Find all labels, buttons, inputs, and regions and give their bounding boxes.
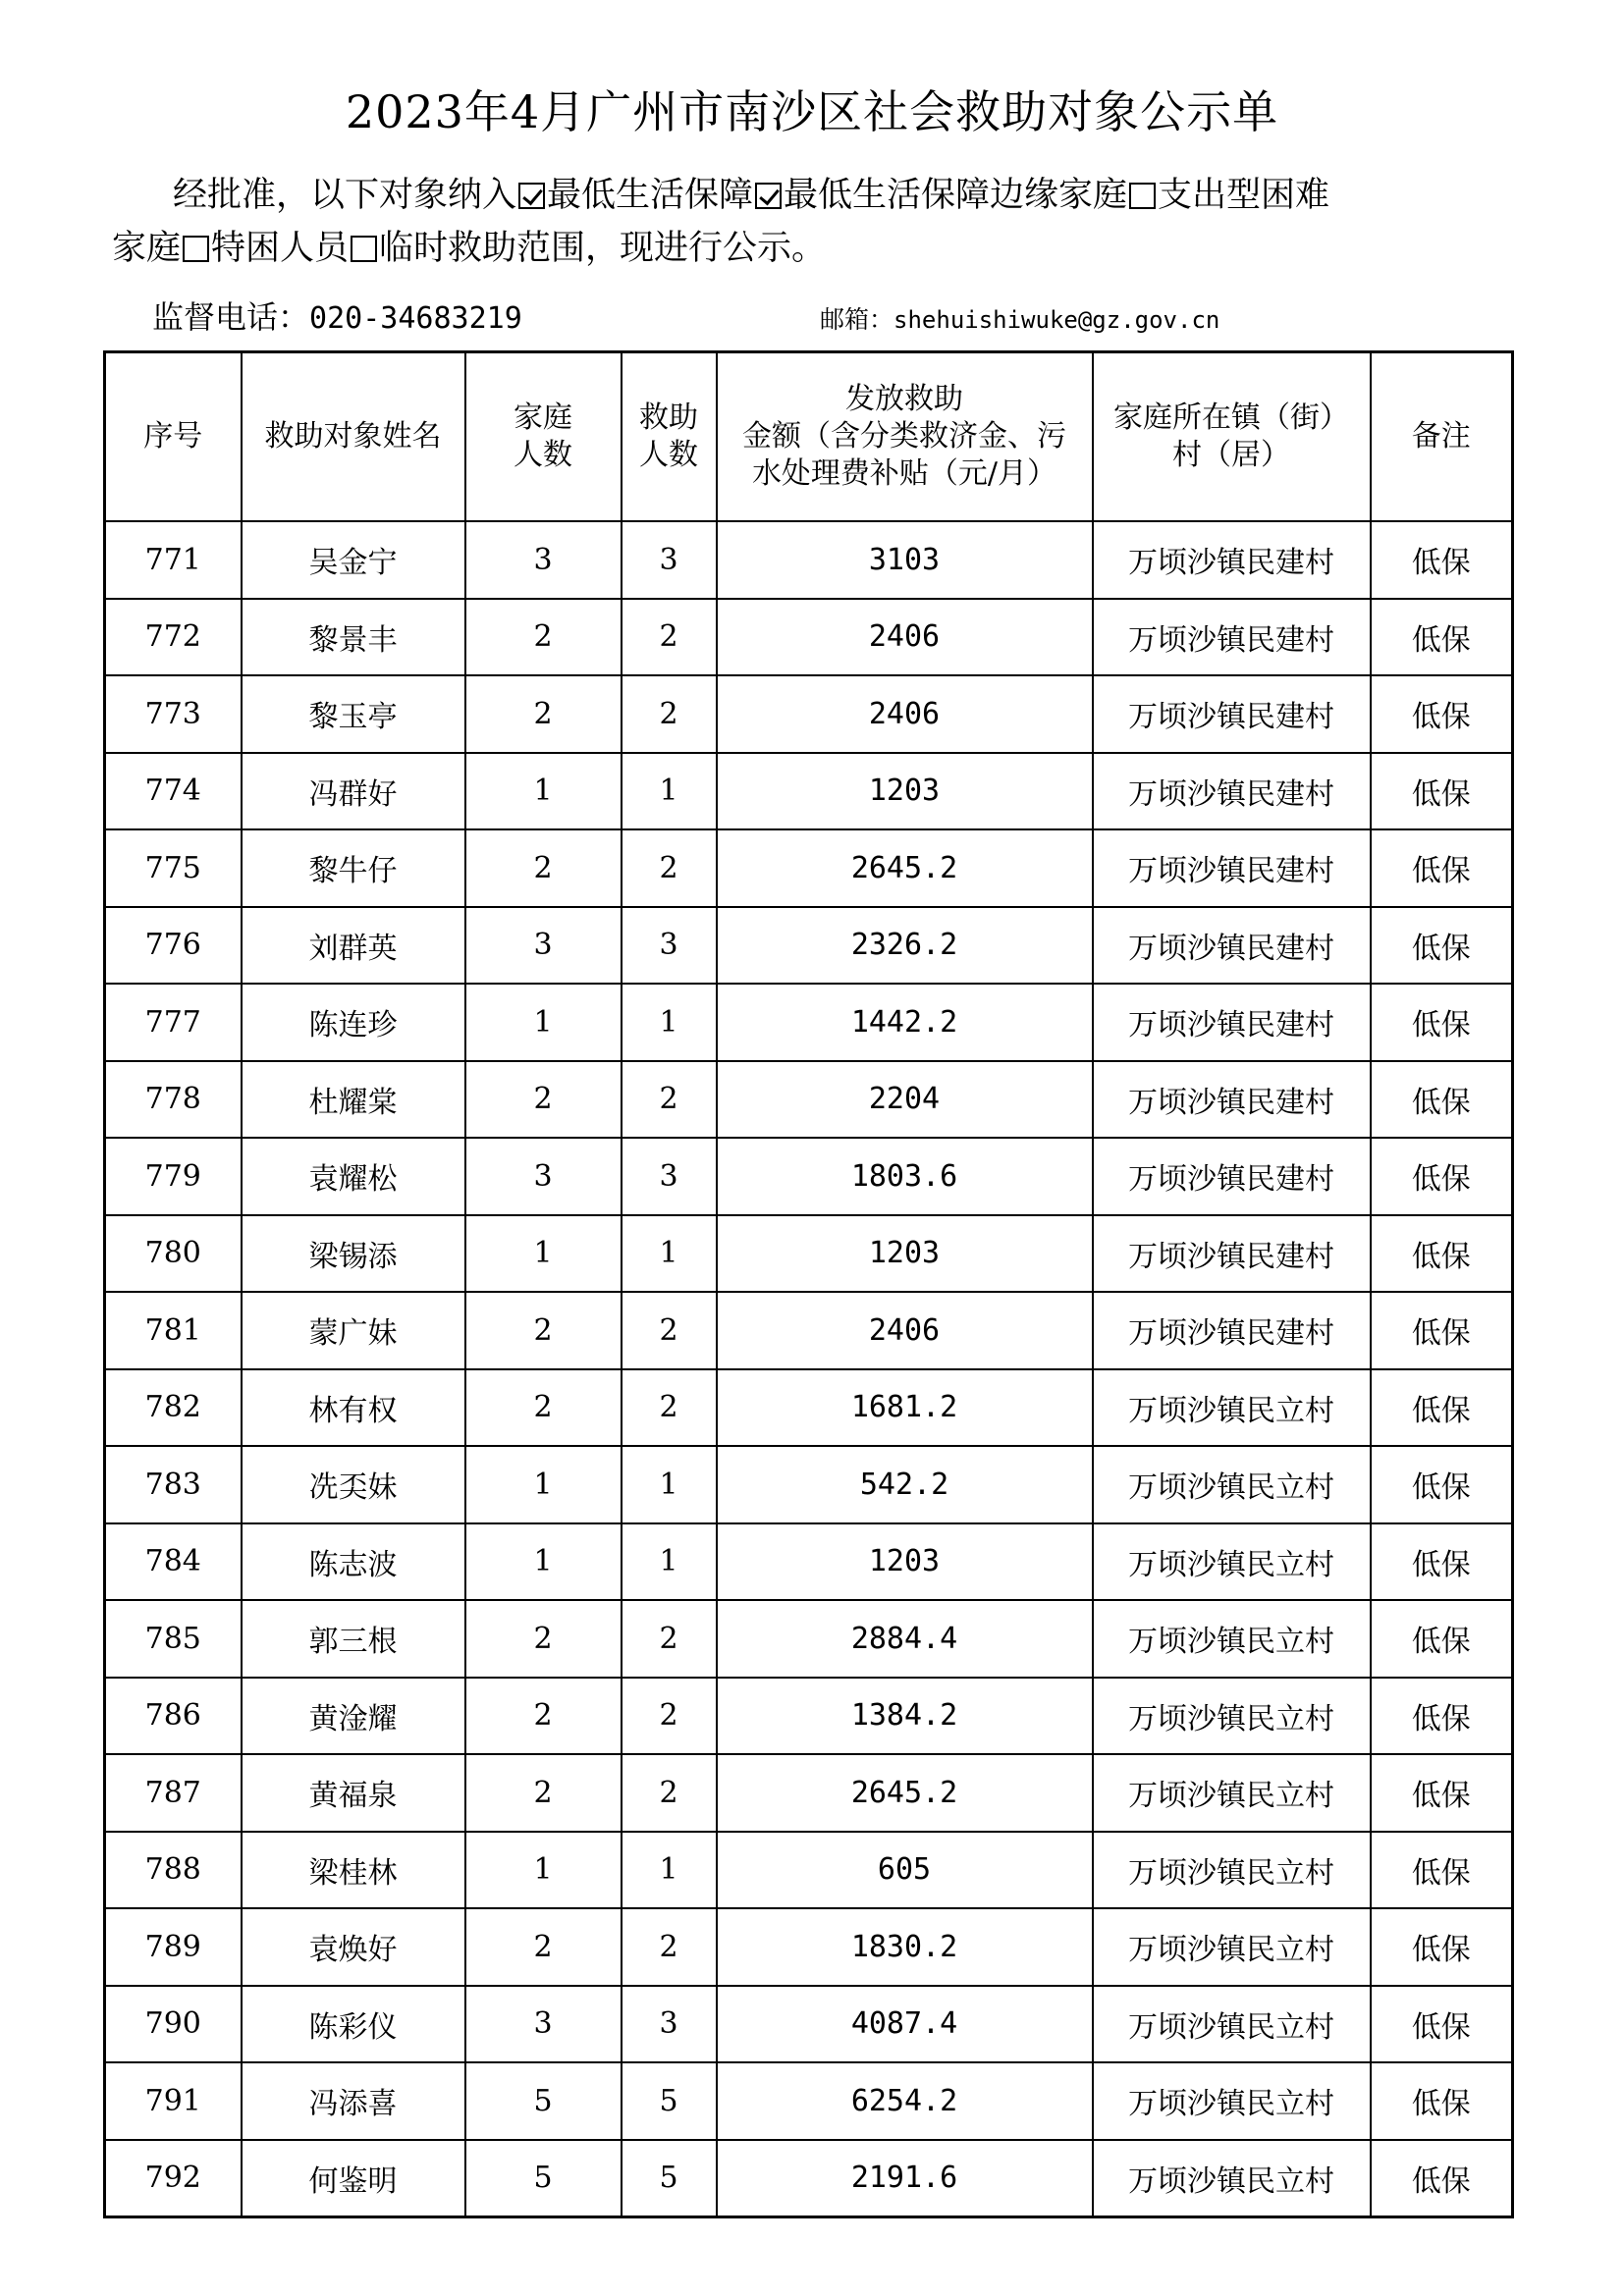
cell-aided-size: 2 bbox=[622, 829, 717, 907]
cell-family-size: 5 bbox=[465, 2140, 622, 2217]
option-label-part: 家庭 bbox=[112, 229, 182, 268]
cell-remark: 低保 bbox=[1371, 753, 1513, 830]
intro-suffix: 范围，现进行公示。 bbox=[516, 229, 827, 268]
cell-remark: 低保 bbox=[1371, 1523, 1513, 1601]
page-title: 2023年4月广州市南沙区社会救助对象公示单 bbox=[345, 85, 1279, 138]
cell-name: 黎玉亭 bbox=[242, 675, 465, 753]
cell-location: 万顷沙镇民建村 bbox=[1093, 1061, 1371, 1139]
cell-location: 万顷沙镇民建村 bbox=[1093, 753, 1371, 830]
cell-name: 袁耀松 bbox=[242, 1138, 465, 1215]
cell-remark: 低保 bbox=[1371, 1832, 1513, 1909]
cell-aided-size: 3 bbox=[622, 907, 717, 985]
table-row bbox=[105, 521, 1513, 599]
cell-name: 冯群好 bbox=[242, 753, 465, 830]
cell-name: 何鉴明 bbox=[242, 2140, 465, 2217]
header-seq: 序号 bbox=[105, 352, 242, 522]
cell-seq: 772 bbox=[105, 599, 242, 676]
cell-remark: 低保 bbox=[1371, 2140, 1513, 2217]
cell-seq: 787 bbox=[105, 1754, 242, 1832]
aid-recipients-table bbox=[103, 350, 1514, 2218]
cell-aided-size: 2 bbox=[622, 1292, 717, 1369]
option-label: 最低生活保障边缘家庭 bbox=[784, 176, 1128, 215]
table-row bbox=[105, 1600, 1513, 1678]
cell-aided-size: 1 bbox=[622, 1832, 717, 1909]
cell-family-size: 2 bbox=[465, 1600, 622, 1678]
cell-location: 万顷沙镇民立村 bbox=[1093, 1908, 1371, 1986]
cell-seq: 790 bbox=[105, 1986, 242, 2063]
cell-name: 陈彩仪 bbox=[242, 1986, 465, 2063]
cell-remark: 低保 bbox=[1371, 907, 1513, 985]
cell-family-size: 2 bbox=[465, 1292, 622, 1369]
cell-remark: 低保 bbox=[1371, 1138, 1513, 1215]
cell-remark: 低保 bbox=[1371, 521, 1513, 599]
table-row bbox=[105, 599, 1513, 676]
header-family-size: 家庭 人数 bbox=[465, 352, 622, 522]
cell-family-size: 2 bbox=[465, 829, 622, 907]
cell-family-size: 3 bbox=[465, 1986, 622, 2063]
cell-amount: 1681.2 bbox=[717, 1369, 1093, 1447]
table-row bbox=[105, 1678, 1513, 1755]
cell-aided-size: 2 bbox=[622, 1678, 717, 1755]
cell-amount: 1830.2 bbox=[717, 1908, 1093, 1986]
cell-remark: 低保 bbox=[1371, 2062, 1513, 2140]
table-row bbox=[105, 753, 1513, 830]
cell-remark: 低保 bbox=[1371, 1215, 1513, 1293]
cell-remark: 低保 bbox=[1371, 1908, 1513, 1986]
cell-amount: 1384.2 bbox=[717, 1678, 1093, 1755]
cell-family-size: 1 bbox=[465, 984, 622, 1061]
cell-location: 万顷沙镇民建村 bbox=[1093, 829, 1371, 907]
intro-line-1 bbox=[112, 169, 1526, 222]
cell-remark: 低保 bbox=[1371, 1446, 1513, 1523]
checkbox-checked-icon bbox=[518, 183, 545, 209]
option-label: 临时救助 bbox=[379, 229, 517, 268]
cell-seq: 777 bbox=[105, 984, 242, 1061]
cell-name: 杜耀棠 bbox=[242, 1061, 465, 1139]
cell-family-size: 1 bbox=[465, 1446, 622, 1523]
cell-name: 梁桂林 bbox=[242, 1832, 465, 1909]
checkbox-empty-icon bbox=[183, 236, 209, 262]
cell-seq: 775 bbox=[105, 829, 242, 907]
cell-location: 万顷沙镇民立村 bbox=[1093, 1523, 1371, 1601]
cell-name: 郭三根 bbox=[242, 1600, 465, 1678]
cell-remark: 低保 bbox=[1371, 1061, 1513, 1139]
option-label: 特困人员 bbox=[211, 229, 350, 268]
cell-amount: 6254.2 bbox=[717, 2062, 1093, 2140]
table-row bbox=[105, 2140, 1513, 2217]
cell-name: 黎景丰 bbox=[242, 599, 465, 676]
header-remark: 备注 bbox=[1371, 352, 1513, 522]
table-row bbox=[105, 1215, 1513, 1293]
cell-family-size: 1 bbox=[465, 1215, 622, 1293]
cell-seq: 785 bbox=[105, 1600, 242, 1678]
cell-name: 陈志波 bbox=[242, 1523, 465, 1601]
cell-location: 万顷沙镇民立村 bbox=[1093, 1600, 1371, 1678]
cell-aided-size: 3 bbox=[622, 1138, 717, 1215]
option-label-part: 支出型困难 bbox=[1158, 176, 1330, 215]
cell-family-size: 2 bbox=[465, 599, 622, 676]
table-row bbox=[105, 1369, 1513, 1447]
cell-location: 万顷沙镇民立村 bbox=[1093, 1446, 1371, 1523]
cell-remark: 低保 bbox=[1371, 1986, 1513, 2063]
cell-amount: 3103 bbox=[717, 521, 1093, 599]
intro-line-2 bbox=[112, 222, 1526, 275]
cell-location: 万顷沙镇民建村 bbox=[1093, 521, 1371, 599]
cell-amount: 2645.2 bbox=[717, 829, 1093, 907]
cell-location: 万顷沙镇民立村 bbox=[1093, 2062, 1371, 2140]
cell-seq: 782 bbox=[105, 1369, 242, 1447]
cell-amount: 2406 bbox=[717, 599, 1093, 676]
cell-aided-size: 5 bbox=[622, 2140, 717, 2217]
cell-aided-size: 1 bbox=[622, 984, 717, 1061]
cell-aided-size: 2 bbox=[622, 1369, 717, 1447]
table-row bbox=[105, 1523, 1513, 1601]
supervision-email bbox=[820, 300, 1219, 336]
intro-prefix: 经批准，以下对象纳入 bbox=[173, 176, 517, 215]
cell-name: 黄福泉 bbox=[242, 1754, 465, 1832]
cell-name: 冯添喜 bbox=[242, 2062, 465, 2140]
cell-seq: 783 bbox=[105, 1446, 242, 1523]
header-aided-size: 救助 人数 bbox=[622, 352, 717, 522]
cell-location: 万顷沙镇民建村 bbox=[1093, 1138, 1371, 1215]
cell-aided-size: 2 bbox=[622, 1754, 717, 1832]
cell-amount: 2191.6 bbox=[717, 2140, 1093, 2217]
cell-family-size: 1 bbox=[465, 1523, 622, 1601]
cell-aided-size: 1 bbox=[622, 1215, 717, 1293]
cell-name: 陈连珍 bbox=[242, 984, 465, 1061]
cell-seq: 789 bbox=[105, 1908, 242, 1986]
cell-family-size: 2 bbox=[465, 675, 622, 753]
cell-seq: 780 bbox=[105, 1215, 242, 1293]
checkbox-checked-icon bbox=[755, 183, 782, 209]
cell-aided-size: 3 bbox=[622, 521, 717, 599]
cell-aided-size: 2 bbox=[622, 599, 717, 676]
cell-location: 万顷沙镇民立村 bbox=[1093, 1754, 1371, 1832]
table-row bbox=[105, 1986, 1513, 2063]
cell-remark: 低保 bbox=[1371, 829, 1513, 907]
table-header-row bbox=[105, 352, 1513, 522]
cell-name: 冼奀妹 bbox=[242, 1446, 465, 1523]
cell-name: 林有权 bbox=[242, 1369, 465, 1447]
cell-amount: 2406 bbox=[717, 1292, 1093, 1369]
cell-seq: 774 bbox=[105, 753, 242, 830]
cell-amount: 1203 bbox=[717, 753, 1093, 830]
table-row bbox=[105, 984, 1513, 1061]
cell-location: 万顷沙镇民立村 bbox=[1093, 1369, 1371, 1447]
table-row bbox=[105, 1061, 1513, 1139]
cell-remark: 低保 bbox=[1371, 1292, 1513, 1369]
cell-family-size: 2 bbox=[465, 1908, 622, 1986]
cell-remark: 低保 bbox=[1371, 1600, 1513, 1678]
cell-name: 袁焕好 bbox=[242, 1908, 465, 1986]
cell-amount: 1442.2 bbox=[717, 984, 1093, 1061]
cell-amount: 1803.6 bbox=[717, 1138, 1093, 1215]
cell-amount: 605 bbox=[717, 1832, 1093, 1909]
intro-paragraph bbox=[112, 169, 1526, 275]
cell-location: 万顷沙镇民立村 bbox=[1093, 1678, 1371, 1755]
cell-family-size: 3 bbox=[465, 521, 622, 599]
cell-location: 万顷沙镇民建村 bbox=[1093, 1292, 1371, 1369]
cell-aided-size: 2 bbox=[622, 1061, 717, 1139]
cell-remark: 低保 bbox=[1371, 1369, 1513, 1447]
cell-seq: 781 bbox=[105, 1292, 242, 1369]
cell-seq: 791 bbox=[105, 2062, 242, 2140]
table-row bbox=[105, 829, 1513, 907]
cell-seq: 784 bbox=[105, 1523, 242, 1601]
cell-seq: 773 bbox=[105, 675, 242, 753]
cell-amount: 2406 bbox=[717, 675, 1093, 753]
cell-family-size: 2 bbox=[465, 1678, 622, 1755]
table-row bbox=[105, 1754, 1513, 1832]
cell-remark: 低保 bbox=[1371, 599, 1513, 676]
cell-name: 吴金宁 bbox=[242, 521, 465, 599]
cell-name: 刘群英 bbox=[242, 907, 465, 985]
table-row bbox=[105, 1832, 1513, 1909]
cell-seq: 771 bbox=[105, 521, 242, 599]
cell-seq: 778 bbox=[105, 1061, 242, 1139]
cell-remark: 低保 bbox=[1371, 1678, 1513, 1755]
phone-number: 020-34683219 bbox=[309, 301, 522, 336]
cell-family-size: 1 bbox=[465, 753, 622, 830]
cell-remark: 低保 bbox=[1371, 984, 1513, 1061]
header-location: 家庭所在镇（街） 村（居） bbox=[1093, 352, 1371, 522]
supervision-phone bbox=[152, 293, 522, 338]
cell-amount: 1203 bbox=[717, 1523, 1093, 1601]
cell-seq: 779 bbox=[105, 1138, 242, 1215]
cell-family-size: 3 bbox=[465, 907, 622, 985]
cell-amount: 542.2 bbox=[717, 1446, 1093, 1523]
cell-seq: 792 bbox=[105, 2140, 242, 2217]
table-row bbox=[105, 1138, 1513, 1215]
cell-aided-size: 2 bbox=[622, 1908, 717, 1986]
cell-location: 万顷沙镇民立村 bbox=[1093, 1986, 1371, 2063]
cell-name: 梁锡添 bbox=[242, 1215, 465, 1293]
email-label: 邮箱： bbox=[820, 305, 894, 334]
cell-location: 万顷沙镇民立村 bbox=[1093, 2140, 1371, 2217]
table-row bbox=[105, 1446, 1513, 1523]
checkbox-empty-icon bbox=[351, 236, 377, 262]
cell-family-size: 3 bbox=[465, 1138, 622, 1215]
cell-aided-size: 3 bbox=[622, 1986, 717, 2063]
cell-aided-size: 5 bbox=[622, 2062, 717, 2140]
cell-remark: 低保 bbox=[1371, 675, 1513, 753]
email-address: shehuishiwuke@gz.gov.cn bbox=[893, 306, 1220, 334]
cell-aided-size: 1 bbox=[622, 1446, 717, 1523]
cell-location: 万顷沙镇民建村 bbox=[1093, 599, 1371, 676]
cell-amount: 2645.2 bbox=[717, 1754, 1093, 1832]
cell-aided-size: 1 bbox=[622, 1523, 717, 1601]
cell-name: 蒙广妹 bbox=[242, 1292, 465, 1369]
cell-name: 黎牛仔 bbox=[242, 829, 465, 907]
option-label: 最低生活保障 bbox=[547, 176, 754, 215]
cell-amount: 2884.4 bbox=[717, 1600, 1093, 1678]
cell-aided-size: 2 bbox=[622, 1600, 717, 1678]
cell-location: 万顷沙镇民建村 bbox=[1093, 675, 1371, 753]
cell-seq: 788 bbox=[105, 1832, 242, 1909]
table-row bbox=[105, 675, 1513, 753]
cell-seq: 776 bbox=[105, 907, 242, 985]
cell-location: 万顷沙镇民建村 bbox=[1093, 907, 1371, 985]
cell-amount: 4087.4 bbox=[717, 1986, 1093, 2063]
cell-location: 万顷沙镇民立村 bbox=[1093, 1832, 1371, 1909]
cell-remark: 低保 bbox=[1371, 1754, 1513, 1832]
cell-seq: 786 bbox=[105, 1678, 242, 1755]
table-row bbox=[105, 907, 1513, 985]
table-row bbox=[105, 1292, 1513, 1369]
table-row bbox=[105, 1908, 1513, 1986]
cell-aided-size: 1 bbox=[622, 753, 717, 830]
cell-amount: 2326.2 bbox=[717, 907, 1093, 985]
table-row bbox=[105, 2062, 1513, 2140]
cell-aided-size: 2 bbox=[622, 675, 717, 753]
cell-amount: 2204 bbox=[717, 1061, 1093, 1139]
cell-family-size: 5 bbox=[465, 2062, 622, 2140]
cell-family-size: 2 bbox=[465, 1754, 622, 1832]
cell-family-size: 2 bbox=[465, 1061, 622, 1139]
cell-location: 万顷沙镇民建村 bbox=[1093, 1215, 1371, 1293]
phone-label: 监督电话： bbox=[152, 298, 310, 336]
cell-amount: 1203 bbox=[717, 1215, 1093, 1293]
header-name: 救助对象姓名 bbox=[242, 352, 465, 522]
cell-family-size: 1 bbox=[465, 1832, 622, 1909]
header-amount: 发放救助 金额（含分类救济金、污 水处理费补贴（元/月） bbox=[717, 352, 1093, 522]
cell-family-size: 2 bbox=[465, 1369, 622, 1447]
cell-name: 黄淦耀 bbox=[242, 1678, 465, 1755]
cell-location: 万顷沙镇民建村 bbox=[1093, 984, 1371, 1061]
checkbox-empty-icon bbox=[1129, 183, 1156, 209]
